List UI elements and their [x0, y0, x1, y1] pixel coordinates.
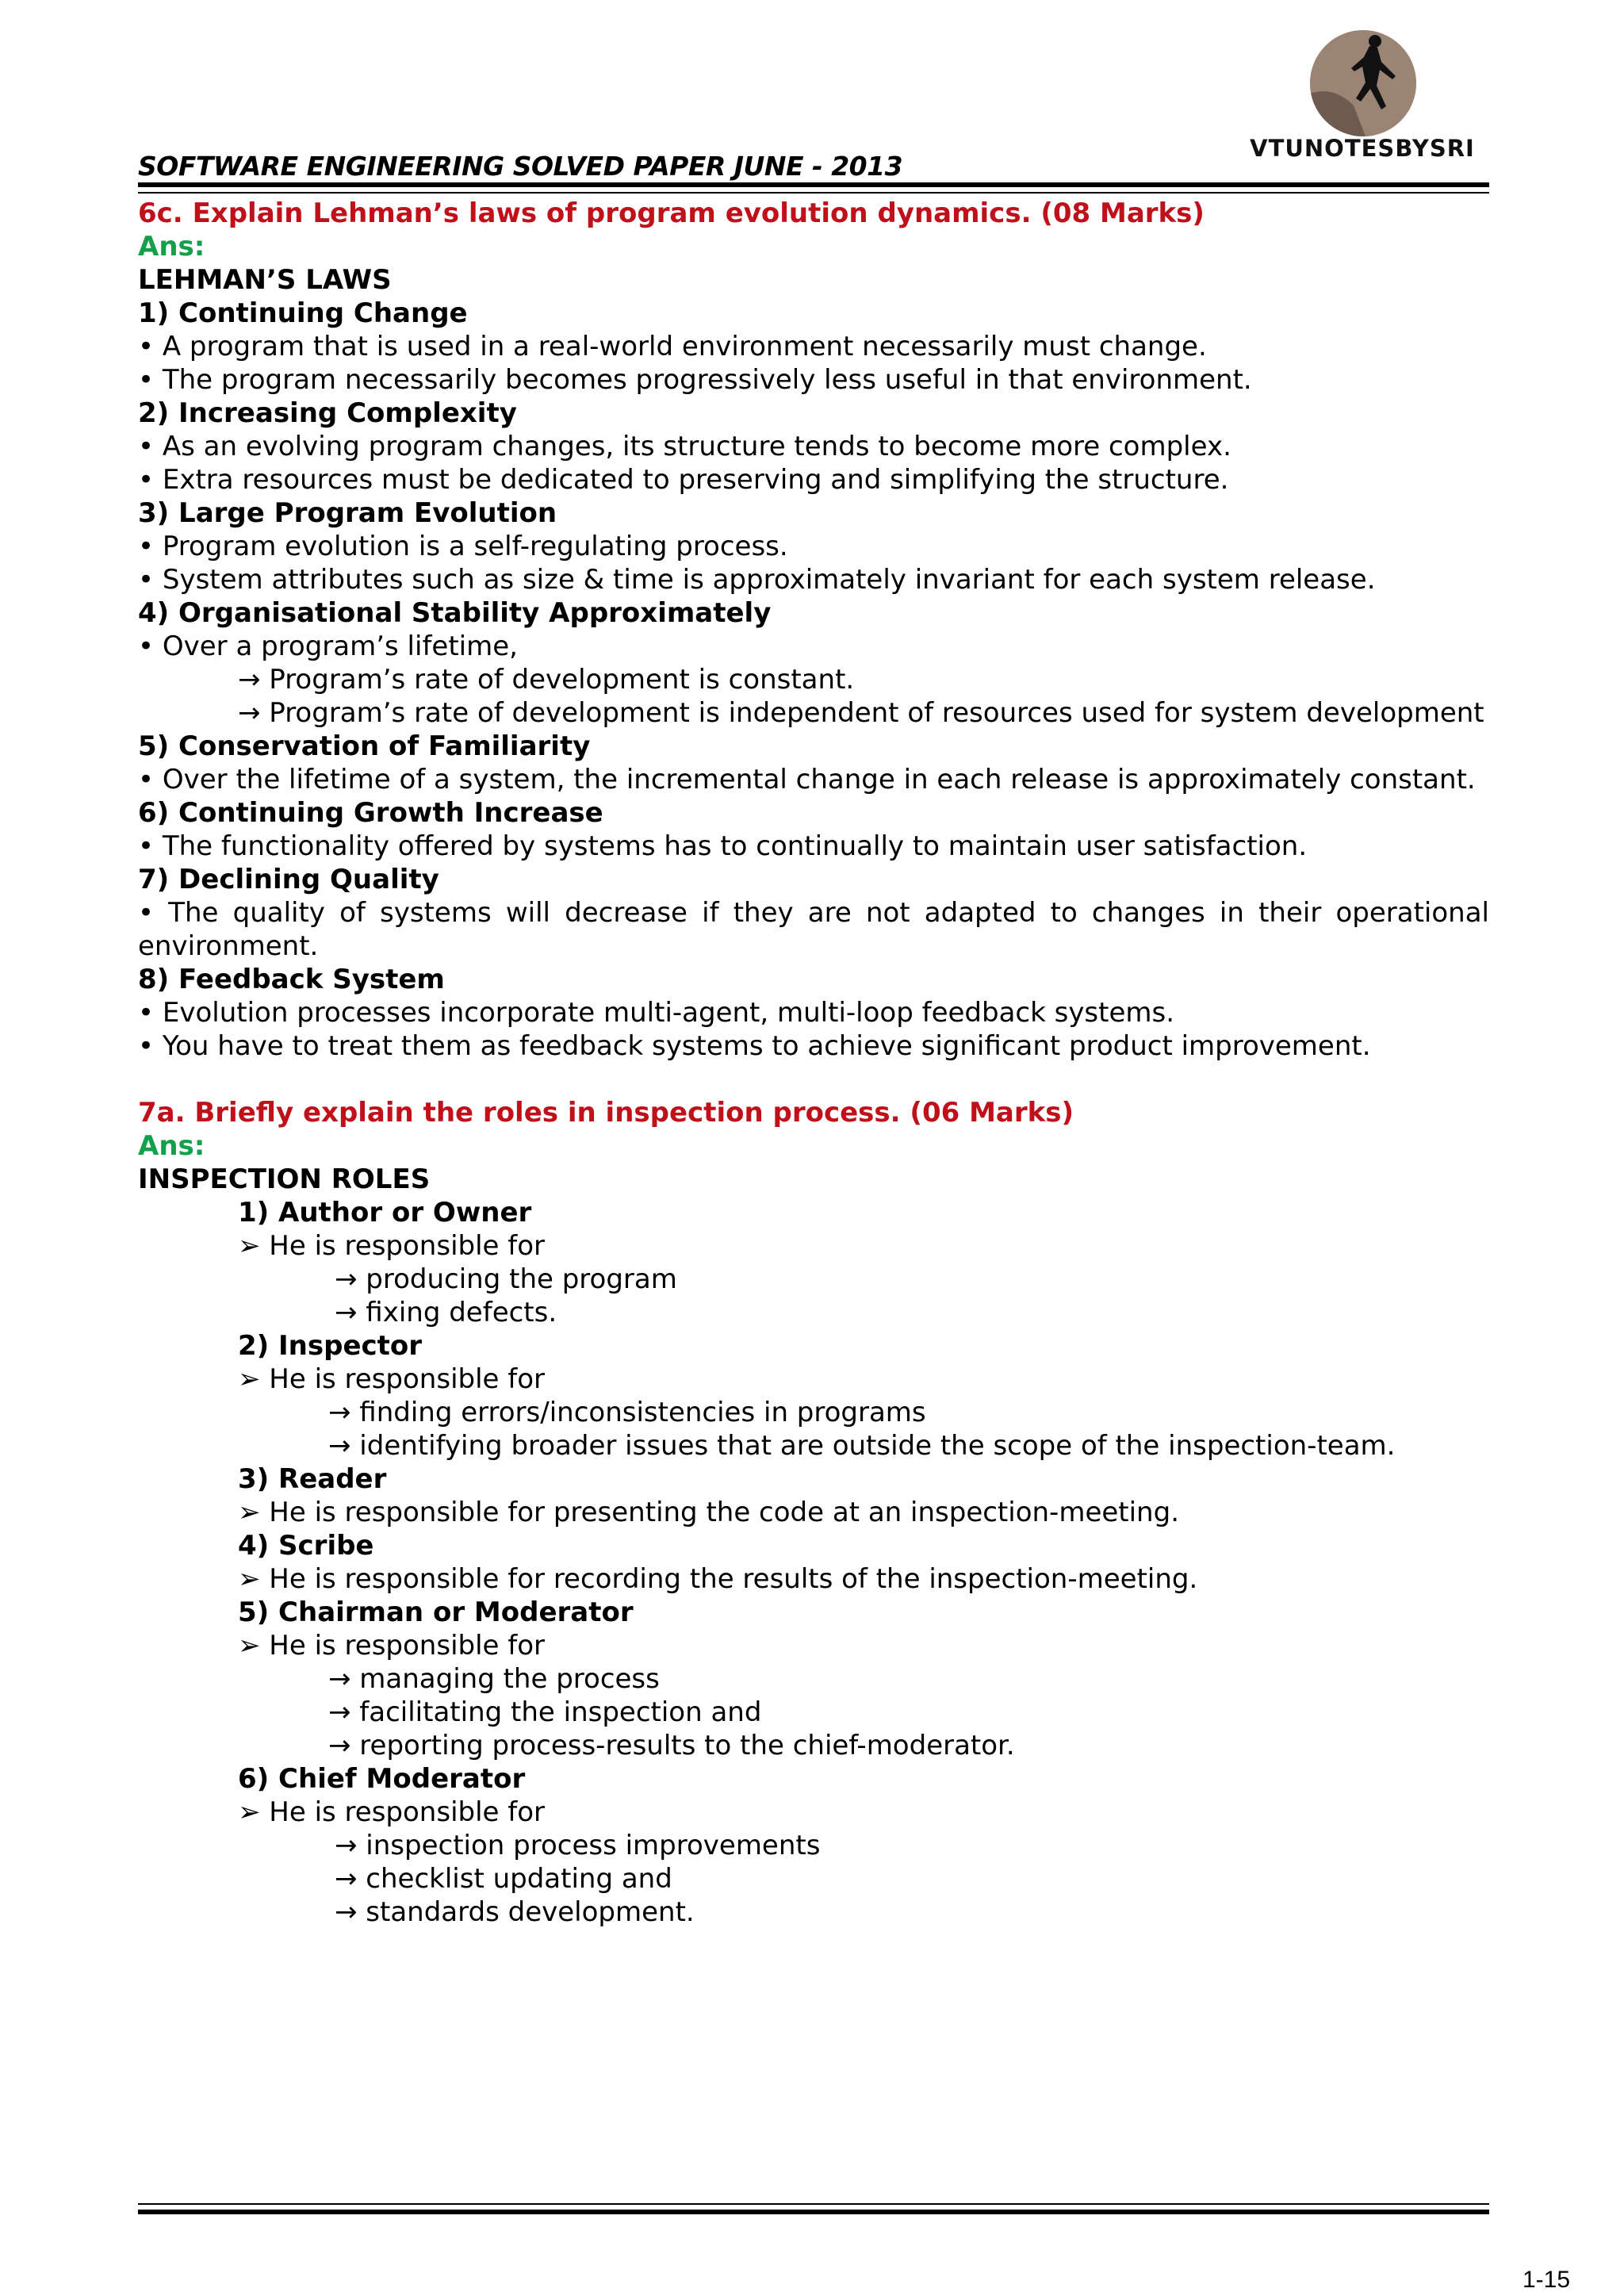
role-title: 1) Author or Owner [238, 1197, 532, 1228]
law-point: • Evolution processes incorporate multi-agent, multi-loop feedback systems. [138, 997, 1175, 1029]
role-subpoint: → standards development. [335, 1896, 695, 1928]
law-point: • As an evolving program changes, its structure tends to become more complex. [138, 431, 1231, 462]
law-title: 4) Organisational Stability Approximately [138, 597, 772, 629]
law-subpoint: → Program’s rate of development is independent of resources used for system development [238, 697, 1484, 729]
role-subpoint: → finding errors/inconsistencies in programs [328, 1397, 926, 1428]
role-point: ➢ He is responsible for [238, 1363, 546, 1395]
law-title: 3) Large Program Evolution [138, 497, 557, 529]
role-point: ➢ He is responsible for presenting the code at an inspection-meeting. [238, 1497, 1179, 1528]
role-point: ➢ He is responsible for [238, 1230, 546, 1262]
law-point: • Over a program’s lifetime, [138, 631, 518, 662]
question-6c: 6c. Explain Lehman’s laws of program evolution dynamics. (08 Marks) [138, 197, 1205, 229]
document-title: SOFTWARE ENGINEERING SOLVED PAPER JUNE - 2013 [138, 151, 903, 182]
answer-label: Ans: [138, 1130, 205, 1162]
law-point: • Extra resources must be dedicated to preserving and simplifying the structure. [138, 464, 1229, 496]
law-point: • System attributes such as size & time is approximately invariant for each system release. [138, 564, 1376, 596]
role-title: 4) Scribe [238, 1530, 374, 1562]
page-number: 1-15 [1522, 2267, 1571, 2293]
role-point: ➢ He is responsible for [238, 1796, 546, 1828]
law-point: • The program necessarily becomes progressively less useful in that environment. [138, 364, 1252, 396]
role-subpoint: → facilitating the inspection and [328, 1696, 762, 1728]
role-subpoint: → checklist updating and [335, 1863, 672, 1895]
law-title: 7) Declining Quality [138, 864, 439, 895]
law-point: • The functionality offered by systems has to continually to maintain user satisfaction. [138, 830, 1308, 862]
role-title: 5) Chairman or Moderator [238, 1596, 634, 1628]
section-heading: INSPECTION ROLES [138, 1163, 431, 1195]
footer-rule [138, 2203, 1489, 2214]
role-subpoint: → managing the process [328, 1663, 660, 1695]
role-point: ➢ He is responsible for recording the results of the inspection-meeting. [238, 1563, 1198, 1595]
law-title: 8) Feedback System [138, 964, 445, 995]
role-subpoint: → producing the program [335, 1263, 677, 1295]
law-point: • A program that is used in a real-world environment necessarily must change. [138, 331, 1207, 362]
brand-name: VTUNOTESBYSRI [1250, 135, 1475, 162]
role-title: 6) Chief Moderator [238, 1763, 526, 1795]
law-subpoint: → Program’s rate of development is constant. [238, 664, 855, 696]
law-point: • You have to treat them as feedback systems to achieve significant product improvement. [138, 1030, 1371, 1062]
law-title: 2) Increasing Complexity [138, 397, 517, 429]
answer-label: Ans: [138, 231, 205, 263]
law-title: 5) Conservation of Familiarity [138, 730, 591, 762]
spacer [138, 1063, 1489, 1096]
page-content [138, 197, 1489, 1929]
role-point: ➢ He is responsible for [238, 1630, 546, 1662]
law-title: 1) Continuing Change [138, 297, 468, 329]
role-subpoint: → fixing defects. [335, 1297, 557, 1328]
section-heading: LEHMAN’S LAWS [138, 264, 392, 296]
law-point: • Program evolution is a self-regulating process. [138, 531, 788, 562]
role-title: 2) Inspector [238, 1330, 423, 1362]
header-rule [138, 182, 1489, 194]
role-subpoint: → reporting process-results to the chief-moderator. [328, 1730, 1015, 1761]
law-point: • Over the lifetime of a system, the incremental change in each release is approximately constant. [138, 764, 1476, 795]
role-subpoint: → inspection process improvements [335, 1830, 821, 1861]
climber-logo-icon [1310, 30, 1416, 136]
law-point: • The quality of systems will decrease if they are not adapted to changes in their operational environment. [138, 897, 1489, 962]
role-subpoint: → identifying broader issues that are outside the scope of the inspection-team. [328, 1430, 1396, 1462]
law-title: 6) Continuing Growth Increase [138, 797, 603, 829]
question-7a: 7a. Briefly explain the roles in inspection process. (06 Marks) [138, 1097, 1074, 1129]
role-title: 3) Reader [238, 1463, 387, 1495]
